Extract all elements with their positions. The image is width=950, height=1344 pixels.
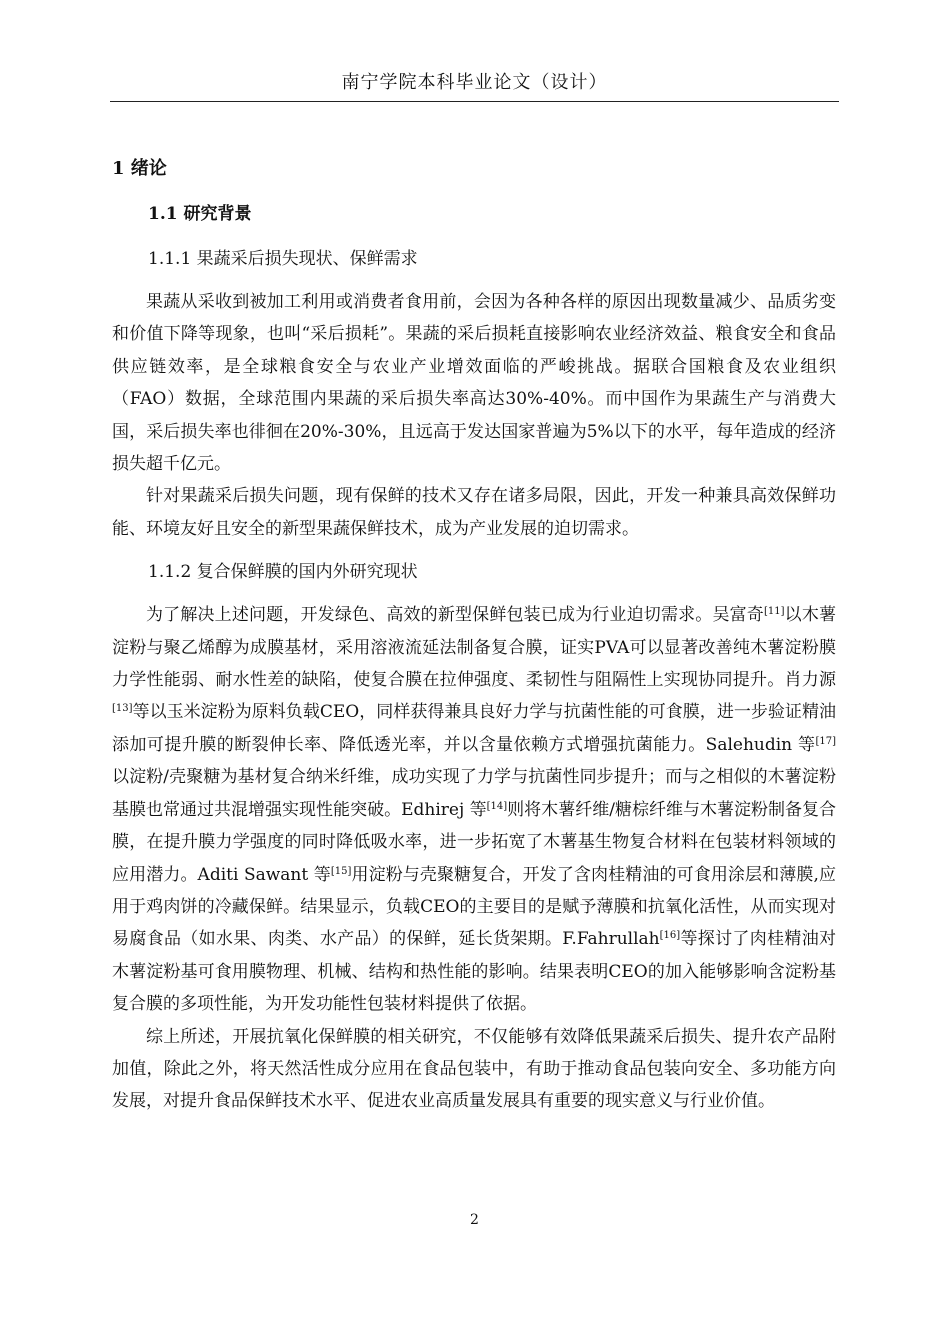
spacer bbox=[112, 545, 836, 554]
page-number: 2 bbox=[470, 1212, 479, 1228]
paragraph-4: 综上所述，开展抗氧化保鲜膜的相关研究，不仅能够有效降低果蔬采后损失、提升农产品附加值，除此之外，将天然活性成分应用在食品包装中，有助于推动食品包装向安全、多功能方向发展，对提升食品保鲜技术水平、促进农业高质量发展具有重要的现实意义与行业价值。 bbox=[112, 1026, 836, 1112]
chapter-heading: 1 绪论 bbox=[112, 158, 167, 179]
paragraph-3-text-7: 等探讨了肉桂精油对木薯淀粉基可食用膜物理、机械、结构和热性能的影响。结果表明CEO的加入能够影响含淀粉基复合膜的多项性能，为开发功能性包装材料提供了依据。 bbox=[112, 929, 837, 1015]
section-heading: 1.1 研究背景 bbox=[148, 204, 252, 224]
citation-11: [11] bbox=[763, 606, 785, 618]
subsection-heading-2: 1.1.2 复合保鲜膜的国内外研究现状 bbox=[148, 562, 418, 583]
citation-13: [13] bbox=[112, 703, 133, 715]
paragraph-3 bbox=[112, 599, 836, 1020]
paragraph-3-text-2: 以木薯淀粉与聚乙烯醇为成膜基材，采用溶液流延法制备复合膜，证实PVA可以显著改善纯木薯淀粉膜力学性能弱、耐水性差的缺陷，使复合膜在拉伸强度、柔韧性与阻隔性上实现协同提升。肖力源 bbox=[112, 605, 837, 691]
subsection-heading-1: 1.1.1 果蔬采后损失现状、保鲜需求 bbox=[148, 249, 418, 269]
paragraph-3-text-1: 为了解决上述问题，开发绿色、高效的新型保鲜包装已成为行业迫切需求。吴富奇 bbox=[146, 605, 764, 626]
citation-15: [15] bbox=[330, 865, 352, 877]
paragraph-3-text-6: 用淀粉与壳聚糖复合，开发了含肉桂精油的可食用涂层和薄膜,应用于鸡肉饼的冷藏保鲜。结果显示，负载CEO的主要目的是赋予薄膜和抗氧化活性，从而实现对易腐食品（如水果、肉类、水产品）的保鲜，延长货架期。F.Fahrullah bbox=[112, 864, 837, 950]
paragraph-2: 针对果蔬采后损失问题，现有保鲜的技术又存在诸多局限，因此，开发一种兼具高效保鲜功能、环境友好且安全的新型果蔬保鲜技术，成为产业发展的迫切需求。 bbox=[112, 486, 836, 539]
page-body bbox=[112, 151, 836, 1118]
citation-14: [14] bbox=[486, 800, 508, 812]
paragraph-1: 果蔬从采收到被加工利用或消费者食用前，会因为各种各样的原因出现数量减少、品质劣变和价值下降等现象，也叫“采后损耗”。果蔬的采后损耗直接影响农业经济效益、粮食安全和食品供应链效率，是全球粮食安全与农业产业增效面临的严峻挑战。据联合国粮食及农业组织（FAO）数据，全球范围内果蔬的采后损失率高达30%-40%。而中国作为果蔬生产与消费大国，采后损失率也徘徊在20%-30%，且远高于发达国家普遍为5%以下的水平，每年造成的经济损失超千亿元。 bbox=[112, 292, 836, 475]
paragraph-3-text-5: 则将木薯纤维/糖棕纤维与木薯淀粉制备复合膜，在提升膜力学强度的同时降低吸水率，进一步拓宽了木薯基生物复合材料在包装材料领域的应用潜力。Aditi Sawant 等 bbox=[112, 799, 836, 885]
citation-17: [17] bbox=[815, 735, 836, 747]
header-rule bbox=[110, 101, 839, 102]
paragraph-3-text-4: 以淀粉/壳聚糖为基材复合纳米纤维，成功实现了力学与抗菌性同步提升；而与之相似的木薯淀粉基膜也常通过共混增强实现性能突破。Edhirej 等 bbox=[112, 767, 836, 820]
running-header: 南宁学院本科毕业论文（设计） bbox=[341, 72, 608, 93]
citation-16: [16] bbox=[659, 930, 681, 942]
paragraph-3-text-3: 等以玉米淀粉为原料负载CEO，同样获得兼具良好力学与抗菌性能的可食膜，进一步验证精油添加可提升膜的断裂伸长率、降低透光率，并以含量依赖方式增强抗菌能力。Salehudin 等 bbox=[112, 702, 836, 755]
